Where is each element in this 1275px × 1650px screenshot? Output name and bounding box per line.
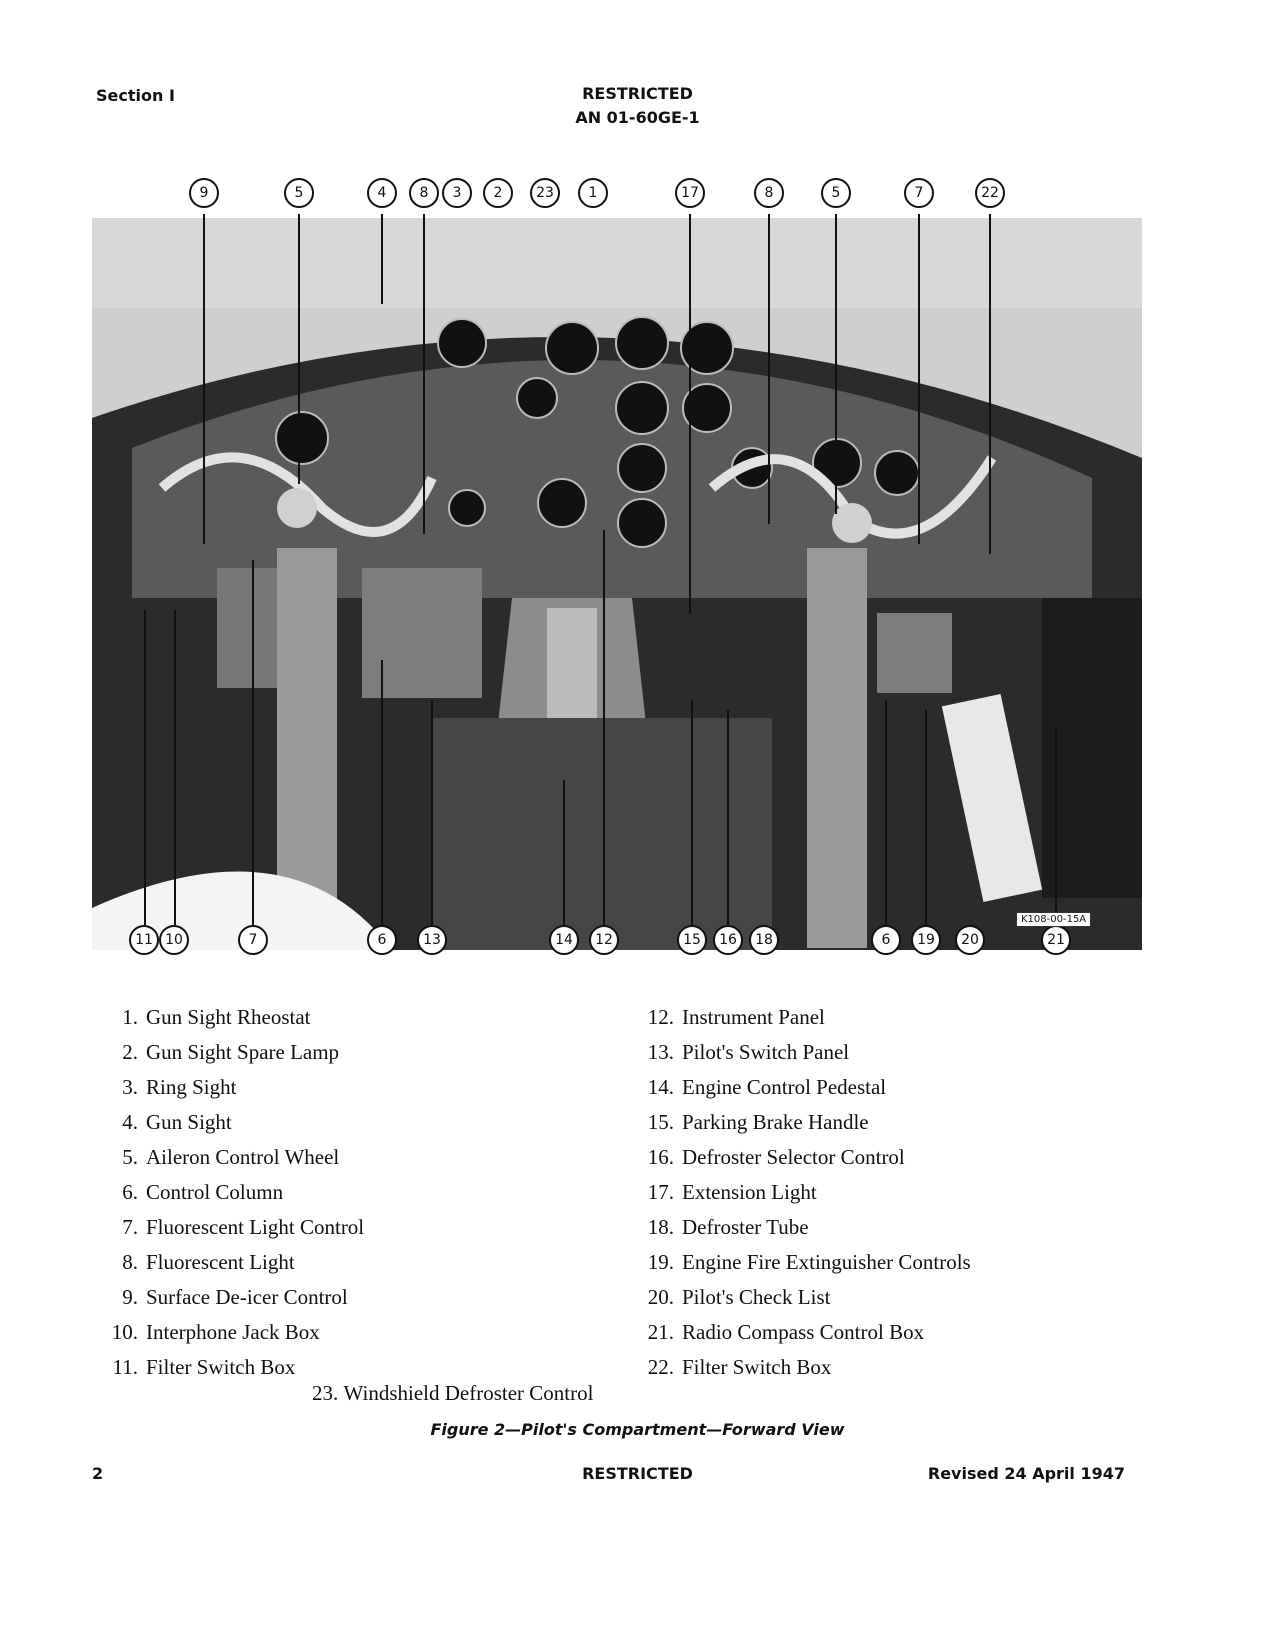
classification-bottom: RESTRICTED	[582, 1464, 693, 1483]
leader-line	[835, 214, 837, 514]
callout-12: 12	[589, 925, 619, 955]
leader-line	[689, 214, 691, 614]
legend-item: 19. Engine Fire Extinguisher Controls	[647, 1250, 971, 1274]
legend-item: 11. Filter Switch Box	[112, 1355, 296, 1379]
document-number: AN 01-60GE-1	[575, 108, 700, 127]
callout-1: 1	[578, 178, 608, 208]
leader-line	[768, 214, 770, 524]
callout-7-right: 7	[904, 178, 934, 208]
callout-9: 9	[189, 178, 219, 208]
callout-5-right: 5	[821, 178, 851, 208]
callout-14: 14	[549, 925, 579, 955]
leader-line	[174, 610, 176, 925]
leader-line	[298, 214, 300, 484]
callout-2: 2	[483, 178, 513, 208]
callout-8: 8	[409, 178, 439, 208]
legend-item: 9. Surface De-icer Control	[122, 1285, 348, 1309]
leader-line	[252, 560, 254, 925]
leader-line	[727, 710, 729, 925]
callout-6-right: 6	[871, 925, 901, 955]
leader-line	[381, 660, 383, 925]
legend-item: 16. Defroster Selector Control	[647, 1145, 905, 1169]
legend-item: 7. Fluorescent Light Control	[122, 1215, 365, 1239]
legend-item: 10. Interphone Jack Box	[111, 1320, 320, 1344]
callout-18: 18	[749, 925, 779, 955]
callout-7: 7	[238, 925, 268, 955]
legend-item-23: 23. Windshield Defroster Control	[312, 1381, 594, 1405]
legend-item: 2. Gun Sight Spare Lamp	[122, 1040, 340, 1064]
callout-10: 10	[159, 925, 189, 955]
leader-line	[1055, 730, 1057, 925]
callout-11: 11	[129, 925, 159, 955]
callout-15: 15	[677, 925, 707, 955]
leader-line	[144, 610, 146, 925]
legend-item: 18. Defroster Tube	[647, 1215, 809, 1239]
legend-item: 22. Filter Switch Box	[647, 1355, 832, 1379]
legend-item: 21. Radio Compass Control Box	[647, 1320, 925, 1344]
cockpit-photo	[92, 218, 1142, 950]
callout-13: 13	[417, 925, 447, 955]
legend-item: 20. Pilot's Check List	[647, 1285, 831, 1309]
leader-line	[423, 214, 425, 534]
legend-item: 1. Gun Sight Rheostat	[122, 1005, 311, 1029]
revision-date: Revised 24 April 1947	[927, 1464, 1125, 1483]
legend-item: 17. Extension Light	[647, 1180, 817, 1204]
leader-line	[691, 700, 693, 925]
legend-item: 6. Control Column	[122, 1180, 284, 1204]
leader-line	[603, 530, 605, 925]
legend-item: 8. Fluorescent Light	[122, 1250, 295, 1274]
callout-20: 20	[955, 925, 985, 955]
legend-item: 3. Ring Sight	[122, 1075, 237, 1099]
legend-item: 5. Aileron Control Wheel	[122, 1145, 340, 1169]
page-number: 2	[92, 1464, 104, 1483]
leader-line	[431, 700, 433, 925]
leader-line	[203, 214, 205, 544]
leader-line	[563, 780, 565, 925]
leader-line	[918, 214, 920, 544]
cockpit-illustration	[92, 218, 1142, 950]
legend-item: 13. Pilot's Switch Panel	[647, 1040, 850, 1064]
classification-top: RESTRICTED	[582, 84, 693, 103]
legend-item: 14. Engine Control Pedestal	[647, 1075, 887, 1099]
leader-line	[989, 214, 991, 554]
callout-5: 5	[284, 178, 314, 208]
leader-line	[925, 710, 927, 925]
figure-caption: Figure 2—Pilot's Compartment—Forward View	[430, 1420, 845, 1439]
callout-8-right: 8	[754, 178, 784, 208]
callout-23: 23	[530, 178, 560, 208]
callout-16: 16	[713, 925, 743, 955]
callout-6: 6	[367, 925, 397, 955]
legend-item: 12. Instrument Panel	[647, 1005, 825, 1029]
section-label: Section I	[96, 86, 175, 105]
photo-code: K108-00-15A	[1016, 912, 1091, 927]
callout-3: 3	[442, 178, 472, 208]
callout-4: 4	[367, 178, 397, 208]
callout-21: 21	[1041, 925, 1071, 955]
callout-17: 17	[675, 178, 705, 208]
callout-22: 22	[975, 178, 1005, 208]
legend-item: 4. Gun Sight	[122, 1110, 232, 1134]
leader-line	[381, 214, 383, 304]
legend-right-column	[628, 1000, 971, 1385]
callout-19: 19	[911, 925, 941, 955]
legend-item: 15. Parking Brake Handle	[647, 1110, 869, 1134]
legend-left-column	[92, 1000, 364, 1385]
leader-line	[885, 700, 887, 925]
